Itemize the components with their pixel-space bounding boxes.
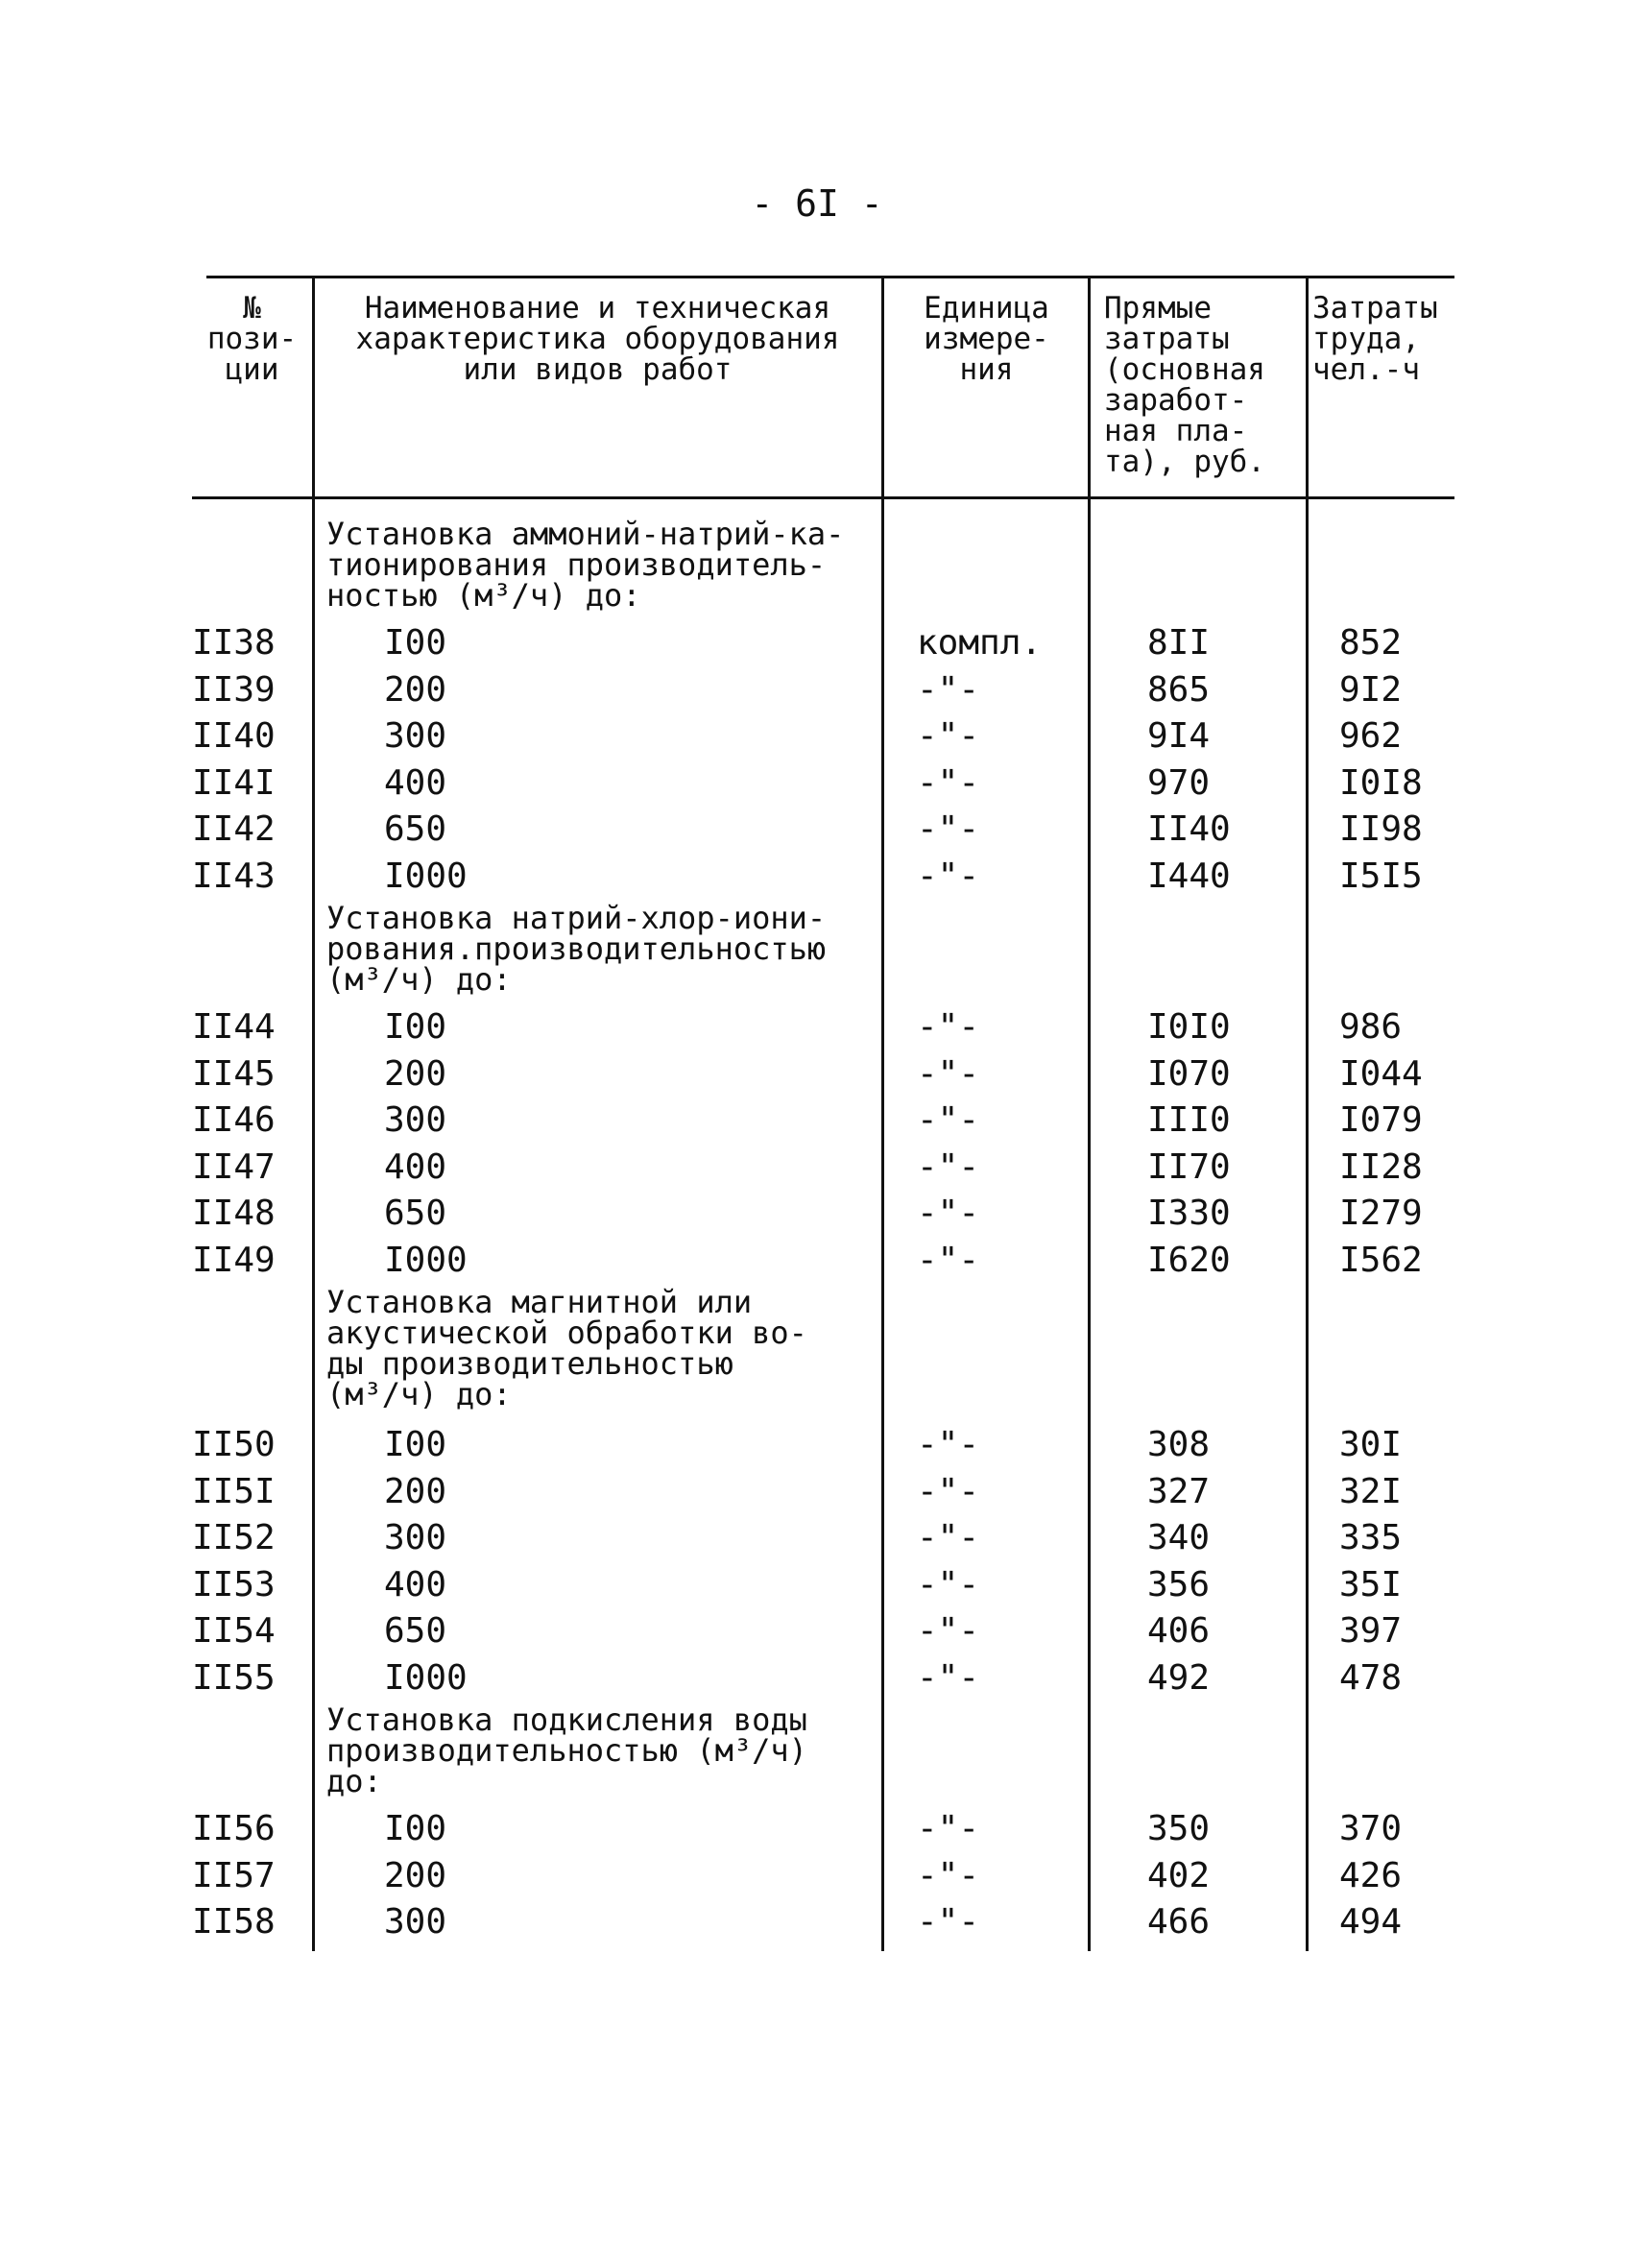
- group-title: Установка подкисления воды производительностью (м³/ч) до:: [326, 1701, 807, 1799]
- row-labor: I079: [1339, 1100, 1423, 1140]
- row-unit: -"-: [917, 1240, 980, 1280]
- row-position: II57: [192, 1855, 276, 1895]
- row-position: II46: [192, 1100, 276, 1140]
- row-direct-cost: II40: [1147, 809, 1231, 849]
- row-labor: 370: [1339, 1809, 1403, 1848]
- row-labor: 397: [1339, 1611, 1403, 1651]
- row-direct-cost: 406: [1147, 1611, 1211, 1651]
- header-name: Наименование и техническая характеристика оборудования или видов работ: [355, 291, 840, 387]
- row-unit: -"-: [917, 1809, 980, 1848]
- row-position: II4I: [192, 762, 276, 803]
- row-labor: 426: [1339, 1855, 1403, 1895]
- row-labor: I279: [1339, 1194, 1423, 1233]
- row-direct-cost: III0: [1147, 1100, 1231, 1140]
- row-unit: -"-: [917, 1518, 980, 1557]
- table-top-rule: [206, 276, 1454, 278]
- row-labor: 962: [1339, 716, 1403, 756]
- row-position: II56: [192, 1809, 276, 1848]
- row-unit: -"-: [917, 716, 980, 756]
- row-unit: -"-: [917, 1657, 980, 1698]
- row-labor: I044: [1339, 1053, 1423, 1094]
- group-title: Установка магнитной или акустической обработки во- ды производительностью (м³/ч) до:: [326, 1284, 807, 1412]
- row-direct-cost: 402: [1147, 1855, 1211, 1895]
- row-position: II58: [192, 1902, 276, 1942]
- row-position: II39: [192, 669, 276, 710]
- row-labor: I0I8: [1339, 762, 1423, 803]
- row-unit: -"-: [917, 762, 980, 803]
- row-capacity: 200: [384, 1855, 447, 1895]
- row-unit: -"-: [917, 1425, 980, 1464]
- row-direct-cost: 327: [1147, 1471, 1211, 1511]
- row-unit: -"-: [917, 1146, 980, 1187]
- row-labor: 335: [1339, 1518, 1403, 1557]
- row-labor: 986: [1339, 1007, 1403, 1047]
- row-position: II47: [192, 1146, 276, 1187]
- row-labor: 852: [1339, 623, 1403, 663]
- row-capacity: 400: [384, 1564, 447, 1604]
- row-capacity: 300: [384, 1518, 447, 1557]
- row-unit: -"-: [917, 1855, 980, 1895]
- col-divider-1: [312, 276, 315, 1951]
- row-direct-cost: 308: [1147, 1425, 1211, 1464]
- row-position: II54: [192, 1611, 276, 1651]
- header-position: № пози- ции: [206, 291, 298, 387]
- row-labor: 30I: [1339, 1425, 1403, 1464]
- row-position: II49: [192, 1240, 276, 1280]
- header-direct-cost: Прямые затраты (основная заработ- ная пла- та), руб.: [1104, 291, 1265, 479]
- row-direct-cost: 865: [1147, 669, 1211, 710]
- col-divider-2: [881, 276, 884, 1951]
- row-direct-cost: 492: [1147, 1657, 1211, 1698]
- row-direct-cost: 340: [1147, 1518, 1211, 1557]
- row-unit: -"-: [917, 669, 980, 710]
- row-capacity: 650: [384, 809, 447, 849]
- row-position: II43: [192, 856, 276, 896]
- row-direct-cost: 970: [1147, 762, 1211, 803]
- row-labor: 9I2: [1339, 669, 1403, 710]
- row-labor: 32I: [1339, 1471, 1403, 1511]
- row-labor: 494: [1339, 1902, 1403, 1942]
- row-capacity: 200: [384, 669, 447, 710]
- row-labor: II28: [1339, 1146, 1423, 1187]
- row-capacity: I000: [384, 1240, 468, 1280]
- group-title: Установка аммоний-натрий-ка- тионирования производитель- ностью (м³/ч) до:: [326, 516, 845, 614]
- row-direct-cost: 350: [1147, 1809, 1211, 1848]
- row-capacity: 400: [384, 1146, 447, 1187]
- row-position: II45: [192, 1053, 276, 1094]
- row-position: II50: [192, 1425, 276, 1464]
- row-unit: -"-: [917, 1902, 980, 1942]
- row-capacity: 300: [384, 1902, 447, 1942]
- row-direct-cost: 9I4: [1147, 716, 1211, 756]
- row-labor: I562: [1339, 1240, 1423, 1280]
- row-position: II53: [192, 1564, 276, 1604]
- col-divider-4: [1306, 276, 1309, 1951]
- col-divider-3: [1088, 276, 1091, 1951]
- row-unit: компл.: [917, 623, 1043, 663]
- row-capacity: I00: [384, 1425, 447, 1464]
- page-number: - 6I -: [751, 182, 883, 225]
- row-unit: -"-: [917, 1007, 980, 1047]
- row-direct-cost: I620: [1147, 1240, 1231, 1280]
- header-labor: Затраты труда, чел.-ч: [1312, 291, 1438, 387]
- row-direct-cost: I070: [1147, 1053, 1231, 1094]
- group-title: Установка натрий-хлор-иони- рования.производительностью (м³/ч) до:: [326, 900, 827, 998]
- row-capacity: 300: [384, 716, 447, 756]
- row-direct-cost: I0I0: [1147, 1007, 1231, 1047]
- row-capacity: 300: [384, 1100, 447, 1140]
- row-capacity: I00: [384, 1007, 447, 1047]
- header-unit: Единица измере- ния: [924, 291, 1049, 387]
- row-capacity: 200: [384, 1471, 447, 1511]
- row-capacity: 650: [384, 1611, 447, 1651]
- row-direct-cost: 8II: [1147, 623, 1211, 663]
- row-labor: II98: [1339, 809, 1423, 849]
- row-unit: -"-: [917, 1100, 980, 1140]
- row-direct-cost: 356: [1147, 1564, 1211, 1604]
- row-unit: -"-: [917, 1611, 980, 1651]
- row-direct-cost: I330: [1147, 1194, 1231, 1233]
- row-capacity: I000: [384, 856, 468, 896]
- row-labor: I5I5: [1339, 856, 1423, 896]
- row-direct-cost: I440: [1147, 856, 1231, 896]
- row-position: II48: [192, 1194, 276, 1233]
- row-position: II38: [192, 623, 276, 663]
- row-unit: -"-: [917, 1053, 980, 1094]
- row-direct-cost: 466: [1147, 1902, 1211, 1942]
- row-capacity: I00: [384, 623, 447, 663]
- row-unit: -"-: [917, 1564, 980, 1604]
- row-position: II52: [192, 1518, 276, 1557]
- row-capacity: I000: [384, 1657, 468, 1698]
- header-bottom-rule: [192, 496, 1454, 499]
- row-position: II5I: [192, 1471, 276, 1511]
- row-capacity: 200: [384, 1053, 447, 1094]
- row-unit: -"-: [917, 856, 980, 896]
- row-capacity: 650: [384, 1194, 447, 1233]
- row-position: II55: [192, 1657, 276, 1698]
- row-capacity: 400: [384, 762, 447, 803]
- row-position: II40: [192, 716, 276, 756]
- row-unit: -"-: [917, 809, 980, 849]
- row-position: II44: [192, 1007, 276, 1047]
- row-capacity: I00: [384, 1809, 447, 1848]
- row-position: II42: [192, 809, 276, 849]
- row-unit: -"-: [917, 1471, 980, 1511]
- row-unit: -"-: [917, 1194, 980, 1233]
- row-labor: 35I: [1339, 1564, 1403, 1604]
- row-direct-cost: II70: [1147, 1146, 1231, 1187]
- row-labor: 478: [1339, 1657, 1403, 1698]
